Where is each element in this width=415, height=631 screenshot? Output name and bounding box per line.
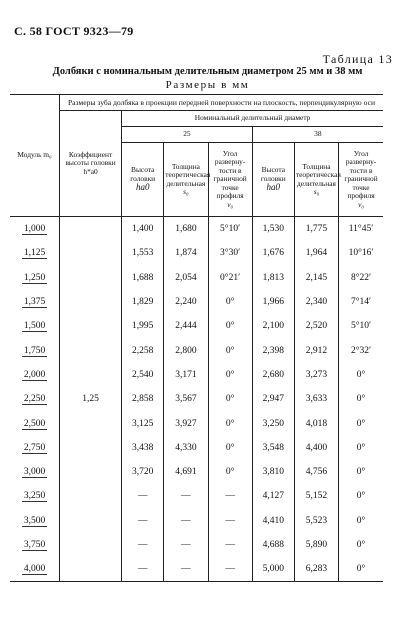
value-cell: 11°45′ (339, 217, 383, 242)
header-module: Модуль m₀ (10, 95, 60, 217)
value-cell: 4,330 (164, 436, 208, 460)
module-cell: 3,250 (23, 491, 46, 502)
value-cell: 2,912 (294, 338, 338, 362)
value-cell: 3,438 (122, 436, 164, 460)
table-title: Долбяки с номинальным делительным диаметром 25 мм и 38 мм (52, 66, 363, 77)
value-cell: 2,054 (164, 266, 208, 290)
value-cell: 5°10′ (339, 314, 383, 338)
value-cell: — (122, 509, 164, 533)
value-cell: 2,444 (164, 314, 208, 338)
module-cell: 1,125 (23, 248, 46, 259)
module-cell: 2,000 (23, 369, 46, 380)
value-cell: 0° (208, 436, 252, 460)
value-cell: 0° (208, 411, 252, 435)
value-cell: 3,273 (294, 363, 338, 387)
module-cell: 2,500 (23, 418, 46, 429)
value-cell: 0° (208, 387, 252, 411)
header-angle-25: Угол разверну-тости в граничной точке профиля ν₀ (208, 143, 252, 217)
value-cell: 2,398 (252, 338, 294, 362)
value-cell: 2,680 (252, 363, 294, 387)
value-cell: 0° (339, 509, 383, 533)
header-head-height-38: Высота головки ha0 (252, 143, 294, 217)
header-coefficient: Коэффициент высоты головки h*a0 (60, 111, 122, 217)
module-cell: 3,000 (23, 467, 46, 478)
value-cell: — (208, 557, 252, 582)
value-cell: 4,410 (252, 509, 294, 533)
table-number: Таблица 13 (322, 52, 393, 66)
value-cell: 1,966 (252, 290, 294, 314)
header-angle-38: Угол разверну-тости в граничной точке профиля ν₀ (339, 143, 383, 217)
value-cell: 2°32′ (339, 338, 383, 362)
value-cell: — (164, 509, 208, 533)
value-cell: 2,100 (252, 314, 294, 338)
value-cell: 0° (208, 363, 252, 387)
value-cell: 4,127 (252, 484, 294, 508)
value-cell: 2,540 (122, 363, 164, 387)
module-cell: 3,500 (23, 515, 46, 526)
value-cell: 0° (208, 338, 252, 362)
value-cell: — (208, 533, 252, 557)
value-cell: 0°21′ (208, 266, 252, 290)
value-cell: 10°16′ (339, 241, 383, 265)
value-cell: 2,800 (164, 338, 208, 362)
module-cell: 4,000 (10, 557, 60, 582)
value-cell: 1,688 (122, 266, 164, 290)
module-cell: 1,750 (23, 345, 46, 356)
value-cell: 2,858 (122, 387, 164, 411)
value-cell: 0° (339, 387, 383, 411)
value-cell: 3°30′ (208, 241, 252, 265)
value-cell: — (208, 509, 252, 533)
value-cell: 2,340 (294, 290, 338, 314)
value-cell: 4,400 (294, 436, 338, 460)
value-cell: 7°14′ (339, 290, 383, 314)
value-cell: 5,523 (294, 509, 338, 533)
value-cell: — (164, 484, 208, 508)
value-cell: 0° (208, 460, 252, 484)
value-cell: 6,283 (294, 557, 338, 582)
coefficient-cell: 1,25 (60, 217, 122, 582)
value-cell: 3,927 (164, 411, 208, 435)
value-cell: 4,018 (294, 411, 338, 435)
value-cell: 0° (339, 533, 383, 557)
header-tooth-dims: Размеры зуба долбяка в проекции передней поверхности на плоскость, перпендикулярную оси (60, 95, 384, 111)
module-cell: 1,000 (23, 224, 46, 235)
value-cell: 1,400 (122, 217, 164, 242)
data-table (10, 94, 383, 582)
value-cell: 1,680 (164, 217, 208, 242)
value-cell: 1,964 (294, 241, 338, 265)
page-header: С. 58 ГОСТ 9323—79 (14, 24, 134, 38)
value-cell: 3,720 (122, 460, 164, 484)
value-cell: 1,775 (294, 217, 338, 242)
header-thickness-38: Толщина теоретическая делительная s₀ (294, 143, 338, 217)
value-cell: 1,874 (164, 241, 208, 265)
value-cell: 3,810 (252, 460, 294, 484)
header-diameter-25: 25 (122, 127, 253, 143)
value-cell: 0° (339, 436, 383, 460)
value-cell: 1,813 (252, 266, 294, 290)
value-cell: — (122, 557, 164, 582)
value-cell: 5°10′ (208, 217, 252, 242)
value-cell: 2,520 (294, 314, 338, 338)
module-cell: 1,500 (23, 321, 46, 332)
value-cell: 4,691 (164, 460, 208, 484)
table-subtitle: Размеры в мм (165, 79, 250, 91)
module-cell: 3,750 (23, 540, 46, 550)
header-diameter-38: 38 (252, 127, 383, 143)
value-cell: 2,145 (294, 266, 338, 290)
module-cell: 1,250 (23, 272, 46, 283)
value-cell: 3,125 (122, 411, 164, 435)
module-cell: 2,750 (23, 442, 46, 453)
value-cell: — (122, 533, 164, 557)
module-cell: 1,375 (23, 297, 46, 308)
value-cell: 3,633 (294, 387, 338, 411)
value-cell: 4,688 (252, 533, 294, 557)
value-cell: 1,530 (252, 217, 294, 242)
value-cell: — (164, 557, 208, 582)
header-head-height-25: Высота головки ha0 (122, 143, 164, 217)
value-cell: — (208, 484, 252, 508)
value-cell: 2,947 (252, 387, 294, 411)
value-cell: 0° (208, 290, 252, 314)
value-cell: — (122, 484, 164, 508)
module-cell: 2,250 (23, 394, 46, 405)
value-cell: 3,548 (252, 436, 294, 460)
value-cell: 0° (339, 484, 383, 508)
value-cell: 4,756 (294, 460, 338, 484)
value-cell: 1,553 (122, 241, 164, 265)
value-cell: 0° (339, 557, 383, 582)
value-cell: 2,258 (122, 338, 164, 362)
header-thickness-25: Толщина теоретическая делительная s₀ (164, 143, 208, 217)
table-row (10, 217, 383, 242)
value-cell: 0° (339, 460, 383, 484)
value-cell: 0° (339, 363, 383, 387)
value-cell: 5,152 (294, 484, 338, 508)
value-cell: — (164, 533, 208, 557)
table-body (10, 217, 383, 582)
value-cell: 3,171 (164, 363, 208, 387)
value-cell: 1,995 (122, 314, 164, 338)
value-cell: 0° (339, 411, 383, 435)
value-cell: 1,829 (122, 290, 164, 314)
value-cell: 5,000 (252, 557, 294, 582)
value-cell: 0° (208, 314, 252, 338)
value-cell: 2,240 (164, 290, 208, 314)
value-cell: 5,890 (294, 533, 338, 557)
header-nominal-diameter: Номинальный делительный диаметр (122, 111, 383, 127)
value-cell: 3,250 (252, 411, 294, 435)
value-cell: 1,676 (252, 241, 294, 265)
value-cell: 3,567 (164, 387, 208, 411)
value-cell: 8°22′ (339, 266, 383, 290)
